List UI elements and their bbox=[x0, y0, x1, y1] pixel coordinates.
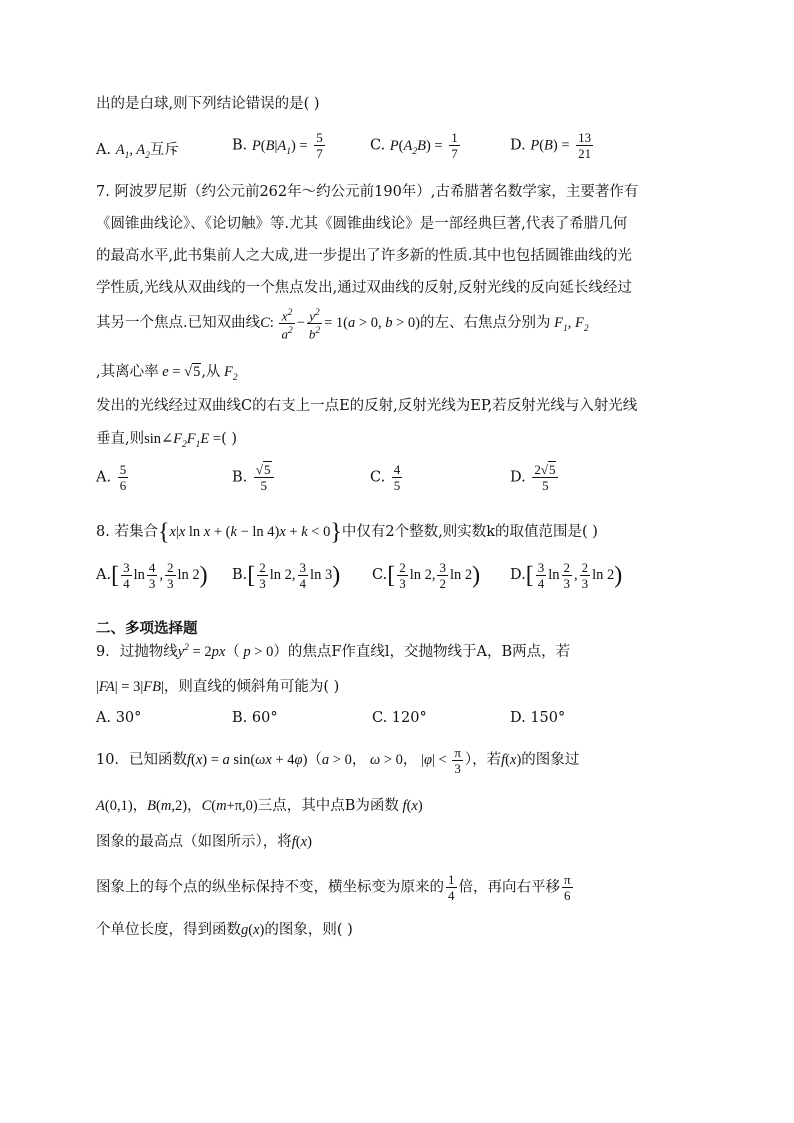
section-title-multiple-choice: 二、多项选择题 bbox=[96, 621, 198, 637]
q8-stem: 8. 若集合{x|x ln x + (k − ln 4)x + k < 0}中仅有2个整数,则实数k的取值范围是( ) bbox=[96, 519, 598, 546]
q7-line-2: 《圆锥曲线论》、《论切触》等.尤其《圆锥曲线论》是一部经典巨著,代表了希腊几何 bbox=[96, 216, 628, 232]
q7-line-6: ,其离心率 e = √5,从 $F_2$ bbox=[96, 364, 238, 383]
q6-option-c[interactable]: C. $P(A_2B)$ = $\frac{1}{7}$ bbox=[370, 130, 458, 161]
q7-line-1: 7. 阿波罗尼斯（约公元前262年～约公元前190年）,古希腊著名数学家，主要著作有 bbox=[96, 184, 639, 200]
q7-line-3: 的最高水平,此书集前人之大成,进一步提出了许多新的性质.其中也包括圆锥曲线的光 bbox=[96, 248, 632, 264]
eccentricity: e = √5 bbox=[158, 364, 201, 380]
hyperbola-equation: C: $\frac{x^2}{a^2}$ − $\frac{y^2}{b^2}$ = 1(a > 0, b > 0) bbox=[260, 308, 420, 342]
q6-option-d[interactable]: D. P(B) = $\frac{13}{21}$ bbox=[510, 130, 592, 161]
q10-stem-line-5: 个单位长度，得到函数g(x)的图象，则( ) bbox=[96, 922, 353, 938]
q6-tail-text: 出的是白球,则下列结论错误的是( ) bbox=[96, 96, 320, 112]
q8-option-a[interactable]: A.[ $\frac{3}{4}$ ln $\frac{4}{3}$ , $\frac{2}{3}$ ln 2) bbox=[96, 560, 208, 591]
q9-stem-line-2: |FA| = 3|FB|，则直线的倾斜角可能为( ) bbox=[96, 679, 340, 695]
q7-option-a[interactable]: A. $\frac{5}{6}$ bbox=[96, 462, 127, 493]
q10-stem-line-2: A(0,1)，B(m,2)，C(m+π,0)三点，其中点B为函数 f(x) bbox=[96, 798, 423, 814]
q6-option-b[interactable]: B. $P(B|A_1)$ = $\frac{5}{7}$ bbox=[232, 130, 323, 161]
q8-option-d[interactable]: D.[ $\frac{3}{4}$ ln $\frac{2}{3}$ , $\frac{2}{3}$ ln 2) bbox=[510, 560, 623, 591]
q10-stem-line-3: 图象的最高点（如图所示），将f(x) bbox=[96, 834, 312, 850]
q7-line-4: 学性质,光线从双曲线的一个焦点发出,通过双曲线的反射,反射光线的反向延长线经过 bbox=[96, 280, 632, 296]
q10-stem-line-4: 图象上的每个点的纵坐标保持不变，横坐标变为原来的 $\frac{1}{4}$ 倍，再向右平移 $\frac{\pi}{6}$ bbox=[96, 872, 571, 903]
q10-stem-line-1: 10．已知函数f(x) = a sin(ωx + 4φ)（a > 0， ω > 0， |φ| < $\frac{\pi}{3}$ ），若f(x)的图象过 bbox=[96, 745, 580, 776]
q9-option-d[interactable]: D. 150° bbox=[510, 710, 566, 726]
set-expression: {x|x ln x + (k − ln 4)x + k < 0} bbox=[157, 519, 342, 546]
q8-option-c[interactable]: C.[ $\frac{2}{3}$ ln 2, $\frac{3}{2}$ ln 2) bbox=[372, 560, 481, 591]
q9-stem-line-1: 9．过抛物线$y^2 = 2px$（ p > 0）的焦点F作直线l，交抛物线于A，B两点，若 bbox=[96, 643, 571, 660]
q7-option-b[interactable]: B. $\frac{√5}{5}$ bbox=[232, 462, 276, 493]
q7-line-7: 发出的光线经过双曲线C的右支上一点E的反射,反射光线为EP,若反射光线与入射光线 bbox=[96, 398, 638, 414]
q9-option-b[interactable]: B. 60° bbox=[232, 710, 278, 726]
q6-option-a[interactable]: A. $A_1$, $A_2$互斥 bbox=[96, 142, 179, 161]
q7-option-c[interactable]: C. $\frac{4}{5}$ bbox=[370, 462, 401, 493]
q9-option-a[interactable]: A. 30° bbox=[96, 710, 142, 726]
q7-line-8: 垂直,则$\sin\angle F_2F_1E$ =( ) bbox=[96, 431, 238, 450]
q8-option-b[interactable]: B.[ $\frac{2}{3}$ ln 2, $\frac{3}{4}$ ln 3) bbox=[232, 560, 341, 591]
q9-option-c[interactable]: C. 120° bbox=[372, 710, 427, 726]
q7-option-d[interactable]: D. $\frac{2√5}{5}$ bbox=[510, 462, 560, 493]
q7-line-5: 其另一个焦点.已知双曲线C: $\frac{x^2}{a^2}$ − $\frac{y^2}{b^2}$ = 1(a > 0, b > 0)的左、右焦点分别为 $F_1$, $F_2$ bbox=[96, 308, 589, 342]
